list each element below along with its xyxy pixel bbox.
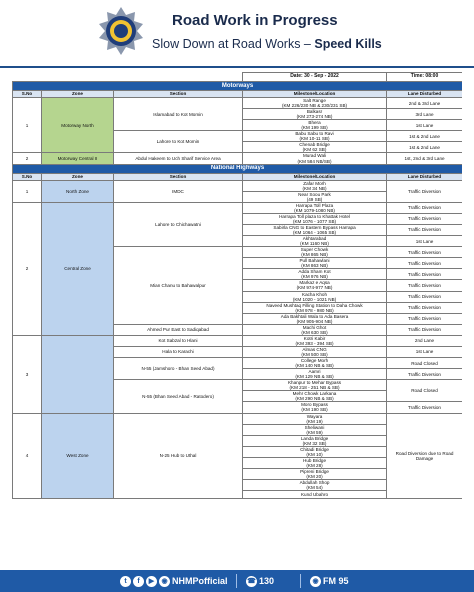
lane-cell: Traffic Diversion	[387, 369, 462, 380]
header-divider	[0, 66, 474, 68]
section-cell: Kot Sabzal to Hlani	[114, 335, 243, 346]
col-header-section: Section	[114, 173, 243, 180]
date-time-row	[13, 73, 463, 82]
helpline-number: 130	[259, 576, 275, 586]
section-cell: Mian Chanu to Bahawalpur	[114, 247, 243, 325]
location-cell: Chitadi Bridge (KM 10)	[243, 446, 387, 457]
location-cell: Sheliwani (KM 59)	[243, 424, 387, 435]
location-cell: College Morh (KM 140 NB & SB)	[243, 358, 387, 369]
location-cell: Hub Bridge (KM 28)	[243, 457, 387, 468]
location-cell: Naveed Mushtaq Filling Station to Daha Chowk (KM 978 - 980 NB)	[243, 302, 387, 313]
page-footer	[0, 570, 474, 592]
location-cell: Murad Wali (KM 584 NB/SB)	[243, 153, 387, 164]
date-label: Date: 30 - Sep - 2022	[243, 73, 387, 82]
lane-cell: Traffic Diversion	[387, 302, 462, 313]
location-cell: Kacha Khoh (KM 1020 - 1021 NB)	[243, 291, 387, 302]
lane-cell: Traffic Diversion	[387, 324, 462, 335]
table-row	[13, 153, 463, 164]
national-highways-title: National Highways	[13, 164, 463, 173]
serial-number: 1	[13, 98, 42, 153]
lane-cell: Traffic Diversion	[387, 213, 462, 224]
lane-cell: Traffic Diversion	[387, 313, 462, 324]
column-header-row	[13, 91, 463, 98]
location-cell: Khanpur to Mehar Bypass (KM 218 - 251 NB & SB)	[243, 380, 387, 391]
location-cell: Chenab Bridge (KM 62 SB)	[243, 142, 387, 153]
lane-cell: 1st & 2nd Lane	[387, 142, 462, 153]
social-handle-text: NHMPofficial	[172, 576, 228, 586]
national-highways-section-header	[13, 164, 463, 173]
location-cell: Abdullah Shop (KM 54)	[243, 480, 387, 491]
zone-cell: North Zone	[42, 180, 114, 202]
subtitle-slogan: Speed Kills	[314, 37, 382, 51]
radio-station[interactable]	[310, 575, 349, 587]
location-cell: Markaz e Aqsa (KM 974-977 NB)	[243, 280, 387, 291]
lane-cell: Road Closed	[387, 380, 462, 402]
roadwork-table-container	[12, 72, 462, 568]
section-cell: N-25 Hub to Uthal	[114, 413, 243, 499]
table-row	[13, 202, 463, 213]
roadwork-table	[12, 72, 462, 499]
lane-cell: 1st Lane	[387, 236, 462, 247]
phone-icon: ☎	[246, 576, 257, 587]
lane-cell: Traffic Diversion	[387, 180, 462, 202]
page-subtitle	[152, 37, 382, 51]
serial-number: 1	[13, 180, 42, 202]
lane-cell: Traffic Diversion	[387, 280, 462, 291]
helpline[interactable]	[246, 575, 274, 587]
social-handle[interactable]	[120, 575, 228, 587]
location-cell: Akhtarabad (KM 1160 NB)	[243, 236, 387, 247]
radio-icon: ◉	[310, 576, 321, 587]
lane-cell: Traffic Diversion	[387, 291, 462, 302]
table-row	[13, 98, 463, 109]
location-cell: Kund Ubahro	[243, 491, 387, 499]
col-header-lane: Lane Disturbed	[387, 173, 462, 180]
zone-cell: West Zone	[42, 413, 114, 499]
lane-cell: Road Closed	[387, 358, 462, 369]
lane-cell: 1st Lane	[387, 346, 462, 357]
radio-frequency: FM 95	[323, 576, 349, 586]
lane-cell: Traffic Diversion	[387, 247, 462, 258]
col-header-zone: Zone	[42, 173, 114, 180]
serial-number: 2	[13, 202, 42, 335]
col-header-sno: S.No	[13, 173, 42, 180]
section-cell: N-55 (Bhan Seed Abad - Ratodero)	[114, 380, 243, 413]
subtitle-text: Slow Down at Road Works –	[152, 37, 311, 51]
section-cell: Ahmed Pur East to Sadiqabad	[114, 324, 243, 335]
location-cell: Pipreni Bridge (KM 20)	[243, 469, 387, 480]
col-header-location: Milestone/Location	[243, 173, 387, 180]
youtube-icon: ▶	[146, 576, 157, 587]
page-title: Road Work in Progress	[172, 12, 338, 29]
lane-cell: 2nd Lane	[387, 335, 462, 346]
location-cell: Ada Bakhtali Wala to Ada Basera (KM 905-904 NB)	[243, 313, 387, 324]
serial-number: 2	[13, 153, 42, 164]
col-header-section: Section	[114, 91, 243, 98]
nhmp-badge-icon	[96, 6, 146, 56]
zone-cell	[42, 335, 114, 413]
page-header	[0, 0, 474, 72]
location-cell: Balkasr (KM 273-274 NB)	[243, 109, 387, 120]
lane-cell: 3rd Lane	[387, 109, 462, 120]
facebook-icon: f	[133, 576, 144, 587]
section-cell: Lahore to Kot Momin	[114, 131, 243, 153]
twitter-icon: t	[120, 576, 131, 587]
location-cell: Near Soou Park (49 SB)	[243, 191, 387, 202]
location-cell: Kotri Kabir (KM 393 - 394 SB)	[243, 335, 387, 346]
lane-cell: Traffic Diversion	[387, 402, 462, 413]
zone-cell: Motorway North	[42, 98, 114, 153]
location-cell: Almas CNG (KM 500 SB)	[243, 346, 387, 357]
location-cell: Super Chowk (KM 865 NB)	[243, 247, 387, 258]
instagram-icon: ◉	[159, 576, 170, 587]
location-cell: Bhera (KM 199 SB)	[243, 120, 387, 131]
zone-cell: Central Zone	[42, 202, 114, 335]
section-cell: Islamabad to Kot Momin	[114, 98, 243, 131]
section-cell: Hala to Karachi	[114, 346, 243, 357]
location-cell: Pull Bahawlani (KM 863 NB)	[243, 258, 387, 269]
time-label: Time: 08:00	[387, 73, 462, 82]
location-cell: Babu Sabu to Ravi (KM 10-11 SB)	[243, 131, 387, 142]
lane-cell: Traffic Diversion	[387, 258, 462, 269]
location-cell: Landa Bridge (KM 32 SB)	[243, 435, 387, 446]
lane-cell: 1st & 2nd Lane	[387, 131, 462, 142]
section-cell: Abdul Hakeem to Uch Sharif Service Area	[114, 153, 243, 164]
col-header-location: Milestone/Location	[243, 91, 387, 98]
table-row	[13, 180, 463, 191]
col-header-sno: S.No	[13, 91, 42, 98]
location-cell: Adda Sham Kot (KM 976 NB)	[243, 269, 387, 280]
table-row	[13, 413, 463, 424]
col-header-lane: Lane Disturbed	[387, 91, 462, 98]
footer-divider	[236, 574, 237, 588]
location-cell: Sabirla CNG to Eastern Bypass Harrapa (KM 1064 - 1065 SB)	[243, 224, 387, 235]
location-cell: Machi Ghot (KM 630 SB)	[243, 324, 387, 335]
location-cell: Wayara (KM 19)	[243, 413, 387, 424]
section-cell: IMDC	[114, 180, 243, 202]
location-cell: Harrapa Toll Plaza (KM 1079-1080 NB)	[243, 202, 387, 213]
location-cell: Harrapa Toll plaza to Khattak Hotel (KM 1076 - 1077 SB)	[243, 213, 387, 224]
lane-cell: 2nd & 3rd Lane	[387, 98, 462, 109]
lane-cell: Traffic Diversion	[387, 269, 462, 280]
location-cell: Mehr Chowk Larkana (KM 290 NB & SB)	[243, 391, 387, 402]
location-cell: Aamri (KM 129 NB & SB)	[243, 369, 387, 380]
zone-cell: Motorway Central II	[42, 153, 114, 164]
section-cell: N-55 (Jamshoro - Bhan Seed Abad)	[114, 358, 243, 380]
location-cell: Zafar Morh (KM 34 NB)	[243, 180, 387, 191]
location-cell: Moro Bypass (KM 190 SB)	[243, 402, 387, 413]
lane-cell: Traffic Diversion	[387, 202, 462, 213]
lane-cell: 1st, 2nd & 3rd Lane	[387, 153, 462, 164]
col-header-zone: Zone	[42, 91, 114, 98]
motorways-title: Motorways	[13, 82, 463, 91]
location-cell: Salt Range (KM 226/230 NB & 230/231 SB)	[243, 98, 387, 109]
section-cell: Lahore to Chichawatni	[114, 202, 243, 246]
motorways-section-header	[13, 82, 463, 91]
lane-cell: 1st Lane	[387, 120, 462, 131]
column-header-row	[13, 173, 463, 180]
lane-cell: Traffic Diversion	[387, 224, 462, 235]
lane-cell: Road Diversion due to Road Damage	[387, 413, 462, 499]
serial-number: 3	[13, 335, 42, 413]
table-row	[13, 335, 463, 346]
serial-number: 4	[13, 413, 42, 499]
footer-divider	[300, 574, 301, 588]
